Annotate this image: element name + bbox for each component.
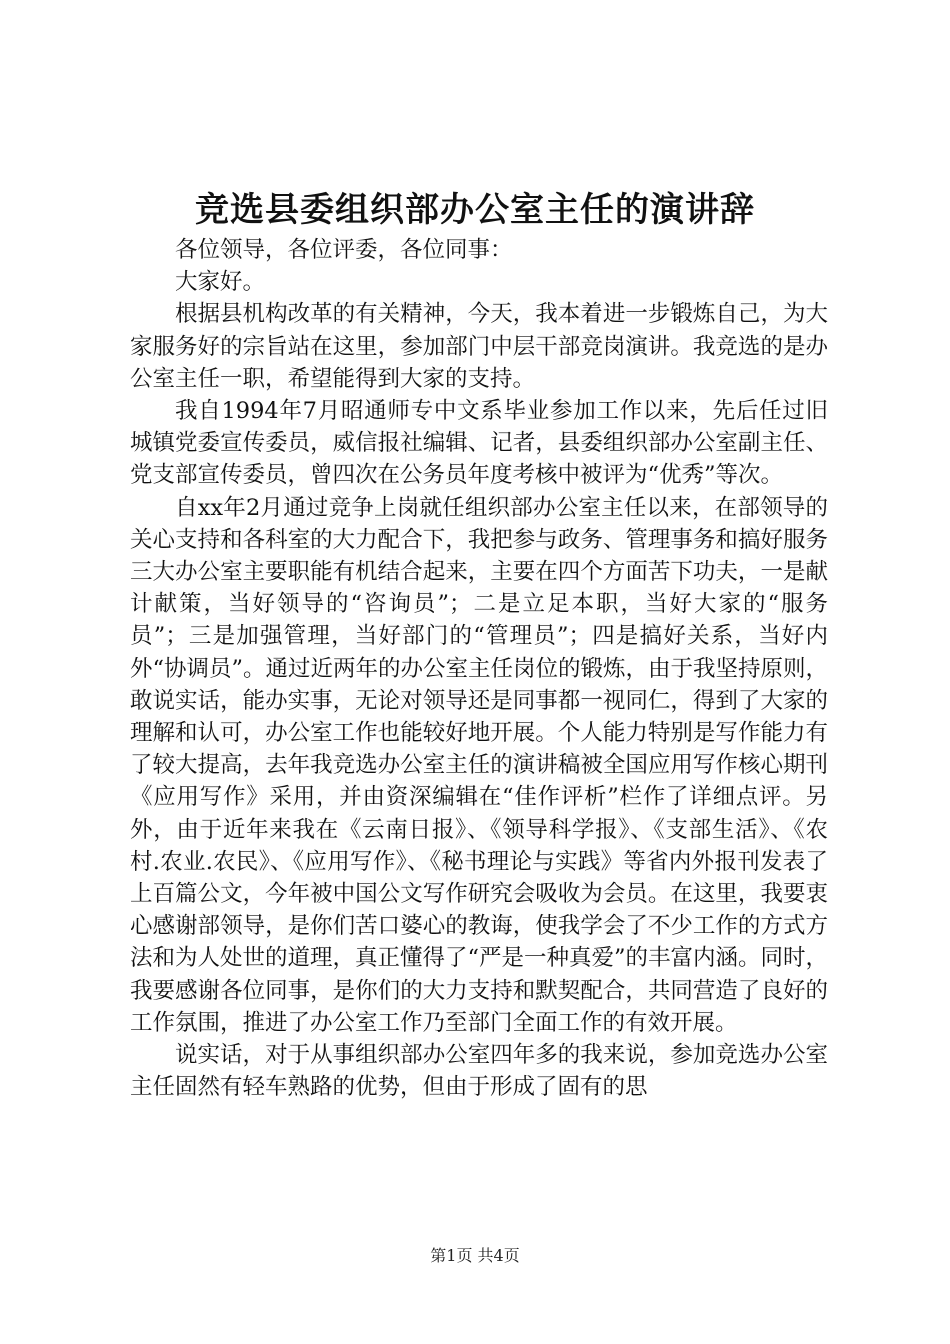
body-paragraph: 根据县机构改革的有关精神，今天，我本着进一步锻炼自己，为大家服务好的宗旨站在这里，参加部门中层干部竞岗演讲。我竞选的是办公室主任一职，希望能得到大家的支持。: [130, 301, 828, 392]
salutation-paragraph: 各位领导，各位评委，各位同事：: [175, 237, 513, 263]
body-paragraph: 我自1994年7月昭通师专中文系毕业参加工作以来，先后任过旧城镇党委宣传委员，威信报社编辑、记者，县委组织部办公室副主任、党支部宣传委员，曾四次在公务员年度考核中被评为“优秀”等次。: [130, 398, 828, 489]
body-paragraph: 说实话，对于从事组织部办公室四年多的我来说，参加竞选办公室主任固然有轻车熟路的优势，但由于形成了固有的思: [130, 1042, 828, 1101]
page-number-footer: 第1页 共4页: [430, 1246, 520, 1265]
body-paragraph: 自xx年2月通过竞争上岗就任组织部办公室主任以来，在部领导的关心支持和各科室的大力配合下，我把参与政务、管理事务和搞好服务三大办公室主要职能有机结合起来，主要在四个方面苦下功夫，一是献计献策，当好领导的“咨询员”；二是立足本职，当好大家的“服务员”；三是加强管理，当好部门的“管理员”；四是搞好关系，当好内外“协调员”。通过近两年的办公室主任岗位的锻炼，由于我坚持原则，敢说实话，能办实事，无论对领导还是同事都一视同仁，得到了大家的理解和认可，办公室工作也能较好地开展。个人能力特别是写作能力有了较大提高，去年我竞选办公室主任的演讲稿被全国应用写作核心期刊《应用写作》采用，并由资深编辑在“佳作评析”栏作了详细点评。另外，由于近年来我在《云南日报》、《领导科学报》、《支部生活》、《农村.农业.农民》、《应用写作》、《秘书理论与实践》等省内外报刊发表了上百篇公文，今年被中国公文写作研究会吸收为会员。在这里，我要衷心感谢部领导，是你们苦口婆心的教诲，使我学会了不少工作的方式方法和为人处世的道理，真正懂得了“严是一种真爱”的丰富内涵。同时，我要感谢各位同事，是你们的大力支持和默契配合，共同营造了良好的工作氛围，推进了办公室工作乃至部门全面工作的有效开展。: [130, 494, 829, 1036]
greeting-paragraph: 大家好。: [175, 269, 266, 296]
document-body: [130, 234, 828, 1103]
document-title: 竞选县委组织部办公室主任的演讲辞: [195, 190, 755, 230]
